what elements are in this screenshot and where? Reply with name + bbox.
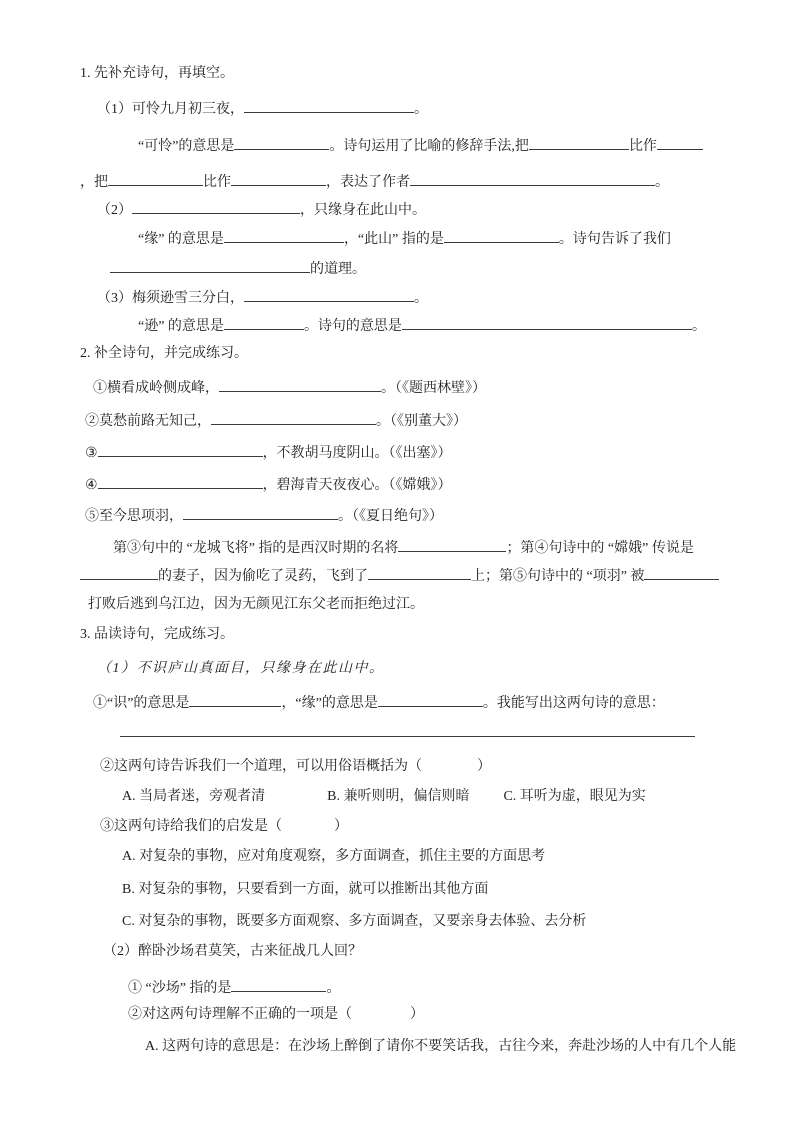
text-segment: ①横看成岭侧成峰， xyxy=(93,381,219,396)
text-segment: ②这两句诗告诉我们一个道理，可以用俗语概括为（ xyxy=(100,759,422,774)
fill-in-blank xyxy=(368,565,471,580)
text-segment: 。 xyxy=(691,319,706,334)
q3-2-sub1 xyxy=(128,977,340,997)
answer-gap xyxy=(352,1017,410,1018)
text-segment: （1）可怜九月初三夜， xyxy=(97,102,244,117)
q3-1-sub3-option-a xyxy=(122,847,545,867)
fill-in-blank xyxy=(378,692,483,707)
q2-followup-line-2 xyxy=(80,565,719,585)
text-segment: 。诗句告诉了我们 xyxy=(558,232,671,247)
text-segment: ① “沙场” 指的是 xyxy=(128,981,232,996)
text-segment: C. 耳听为虚，眼见为实 xyxy=(503,789,646,804)
text-segment: ） xyxy=(410,1007,424,1022)
text-segment: 第③句中的 “龙城飞将” 指的是西汉时期的名将 xyxy=(113,541,399,556)
text-segment: ，把 xyxy=(80,175,108,190)
q3-2-sub2-option-a xyxy=(145,1037,736,1057)
q1-2-poem-line xyxy=(97,199,426,219)
text-segment: ；第④句诗中的 “嫦娥” 传说是 xyxy=(506,541,694,556)
text-segment: 比作 xyxy=(203,175,231,190)
text-segment: 。 xyxy=(414,102,428,117)
text-segment: 。（《题西林壁》） xyxy=(381,381,486,396)
text-segment: 的道理。 xyxy=(310,262,366,277)
fill-in-blank xyxy=(110,258,310,273)
q1-3-poem-line xyxy=(97,287,428,307)
text-segment: 2. 补全诗句，并完成练习。 xyxy=(80,346,248,361)
text-segment: 。诗句运用了比喻的修辞手法,把 xyxy=(329,139,529,154)
text-segment: B. 兼听则明，偏信则暗 xyxy=(327,789,470,804)
text-segment: ②对这两句诗理解不正确的一项是（ xyxy=(128,1007,352,1022)
fill-in-blank xyxy=(234,135,329,150)
q1-heading xyxy=(80,64,234,84)
text-segment: 。（《别董大》） xyxy=(376,414,467,429)
fill-in-blank xyxy=(529,135,629,150)
text-segment: C. 对复杂的事物，既要多方面观察、多方面调查，又要亲身去体验、去分析 xyxy=(122,914,587,929)
text-segment: ） xyxy=(334,819,348,834)
q3-1-sub3 xyxy=(100,817,348,837)
text-segment: 。我能写出这两句诗的意思： xyxy=(482,696,665,711)
fill-in-blank xyxy=(402,315,692,330)
fill-in-blank xyxy=(132,199,300,214)
fill-in-blank xyxy=(183,505,338,520)
text-segment: 。 xyxy=(655,175,669,190)
text-segment: （3）梅须逊雪三分白， xyxy=(97,291,244,306)
text-segment: 上；第⑤句诗中的 “项羽” 被 xyxy=(471,569,645,584)
text-segment: 。诗句的意思是 xyxy=(303,319,402,334)
q1-2-explain-line-2 xyxy=(110,258,366,278)
text-segment: ③ xyxy=(85,446,98,461)
fill-in-blank xyxy=(224,228,344,243)
fill-in-blank xyxy=(98,474,263,489)
q2-followup-line-1 xyxy=(113,537,694,557)
text-segment: “可怜”的意思是 xyxy=(138,139,235,154)
answer-gap xyxy=(469,799,503,800)
text-segment: ，“缘”的意思是 xyxy=(281,696,378,711)
fill-in-blank xyxy=(244,98,414,113)
fill-in-blank xyxy=(410,171,655,186)
q3-1-sub2-options xyxy=(122,787,646,807)
fill-in-blank xyxy=(219,377,381,392)
fill-in-blank xyxy=(644,565,719,580)
text-segment: （1）不识庐山真面目，只缘身在此山中。 xyxy=(97,661,385,676)
text-segment: ③这两句诗给我们的启发是（ xyxy=(100,819,282,834)
text-segment: ①“识”的意思是 xyxy=(93,696,190,711)
fill-in-blank xyxy=(398,537,506,552)
text-segment: 3. 品读诗句，完成练习。 xyxy=(80,627,234,642)
text-segment: B. 对复杂的事物，只要看到一方面，就可以推断出其他方面 xyxy=(122,882,489,897)
text-segment: “缘” 的意思是 xyxy=(138,232,224,247)
text-segment: ） xyxy=(477,759,491,774)
text-segment: 打败后逃到乌江边，因为无颜见江东父老而拒绝过江。 xyxy=(88,597,424,612)
text-segment: 的妻子，因为偷吃了灵药，飞到了 xyxy=(158,569,368,584)
fill-in-blank xyxy=(231,171,326,186)
q2-heading xyxy=(80,344,248,364)
text-segment: A. 当局者迷，旁观者清 xyxy=(122,789,266,804)
text-segment: 。 xyxy=(414,291,428,306)
fill-in-blank xyxy=(211,410,376,425)
text-segment: ，“此山” 指的是 xyxy=(343,232,444,247)
fill-in-blank xyxy=(80,565,158,580)
q2-item-4 xyxy=(85,474,452,494)
text-segment: ，只缘身在此山中。 xyxy=(300,203,426,218)
text-segment: 比作 xyxy=(628,139,657,154)
q3-1-answer-rule xyxy=(120,722,695,742)
q2-item-1 xyxy=(93,377,486,397)
answer-gap xyxy=(265,799,327,800)
fill-in-blank xyxy=(657,135,703,150)
fill-in-blank xyxy=(98,442,263,457)
fill-in-blank xyxy=(244,287,414,302)
q3-2-sub2 xyxy=(128,1005,424,1025)
q2-item-3 xyxy=(85,442,452,462)
text-segment: ，表达了作者 xyxy=(326,175,410,190)
q2-item-2 xyxy=(85,410,467,430)
text-segment: 。（《夏日绝句》） xyxy=(338,509,443,524)
q3-1-sub1 xyxy=(93,692,665,712)
text-segment: A. 对复杂的事物，应对角度观察，多方面调查，抓住主要的方面思考 xyxy=(122,849,546,864)
fill-in-blank xyxy=(120,722,695,737)
fill-in-blank xyxy=(189,692,281,707)
q1-1-explain-line-2 xyxy=(80,171,669,191)
text-segment: A. 这两句诗的意思是：在沙场上醉倒了请你不要笑话我，古往今来，奔赴沙场的人中有几个人能 xyxy=(145,1039,737,1054)
fill-in-blank xyxy=(108,171,203,186)
text-segment: ④ xyxy=(85,478,98,493)
q3-1-sub3-option-b xyxy=(122,880,488,900)
text-segment: （2） xyxy=(97,203,132,218)
text-segment: 。 xyxy=(326,981,341,996)
text-segment: ，碧海青天夜夜心。（《嫦娥》） xyxy=(262,478,452,493)
q1-1-poem-line xyxy=(97,98,428,118)
q3-1-poem-line xyxy=(97,659,385,679)
text-segment: ②莫愁前路无知己， xyxy=(85,414,211,429)
q1-3-explain-line xyxy=(138,315,706,335)
answer-gap xyxy=(422,769,477,770)
fill-in-blank xyxy=(224,315,304,330)
q3-1-sub3-option-c xyxy=(122,912,586,932)
q1-1-explain-line-1 xyxy=(138,135,703,155)
text-segment: ，不教胡马度阴山。（《出塞》） xyxy=(262,446,452,461)
fill-in-blank xyxy=(231,977,326,992)
text-segment: （2）醉卧沙场君莫笑，古来征战几人回？ xyxy=(103,944,362,959)
q3-1-sub2 xyxy=(100,757,491,777)
text-segment: “逊” 的意思是 xyxy=(138,319,224,334)
q3-heading xyxy=(80,625,234,645)
q3-2-poem-line xyxy=(103,942,362,962)
answer-gap xyxy=(282,829,334,830)
text-segment: 1. 先补充诗句，再填空。 xyxy=(80,66,234,81)
q2-followup-line-3 xyxy=(88,595,424,615)
q2-item-5 xyxy=(85,505,443,525)
q1-2-explain-line-1 xyxy=(138,228,671,248)
text-segment: ⑤至今思项羽， xyxy=(85,509,183,524)
fill-in-blank xyxy=(444,228,559,243)
